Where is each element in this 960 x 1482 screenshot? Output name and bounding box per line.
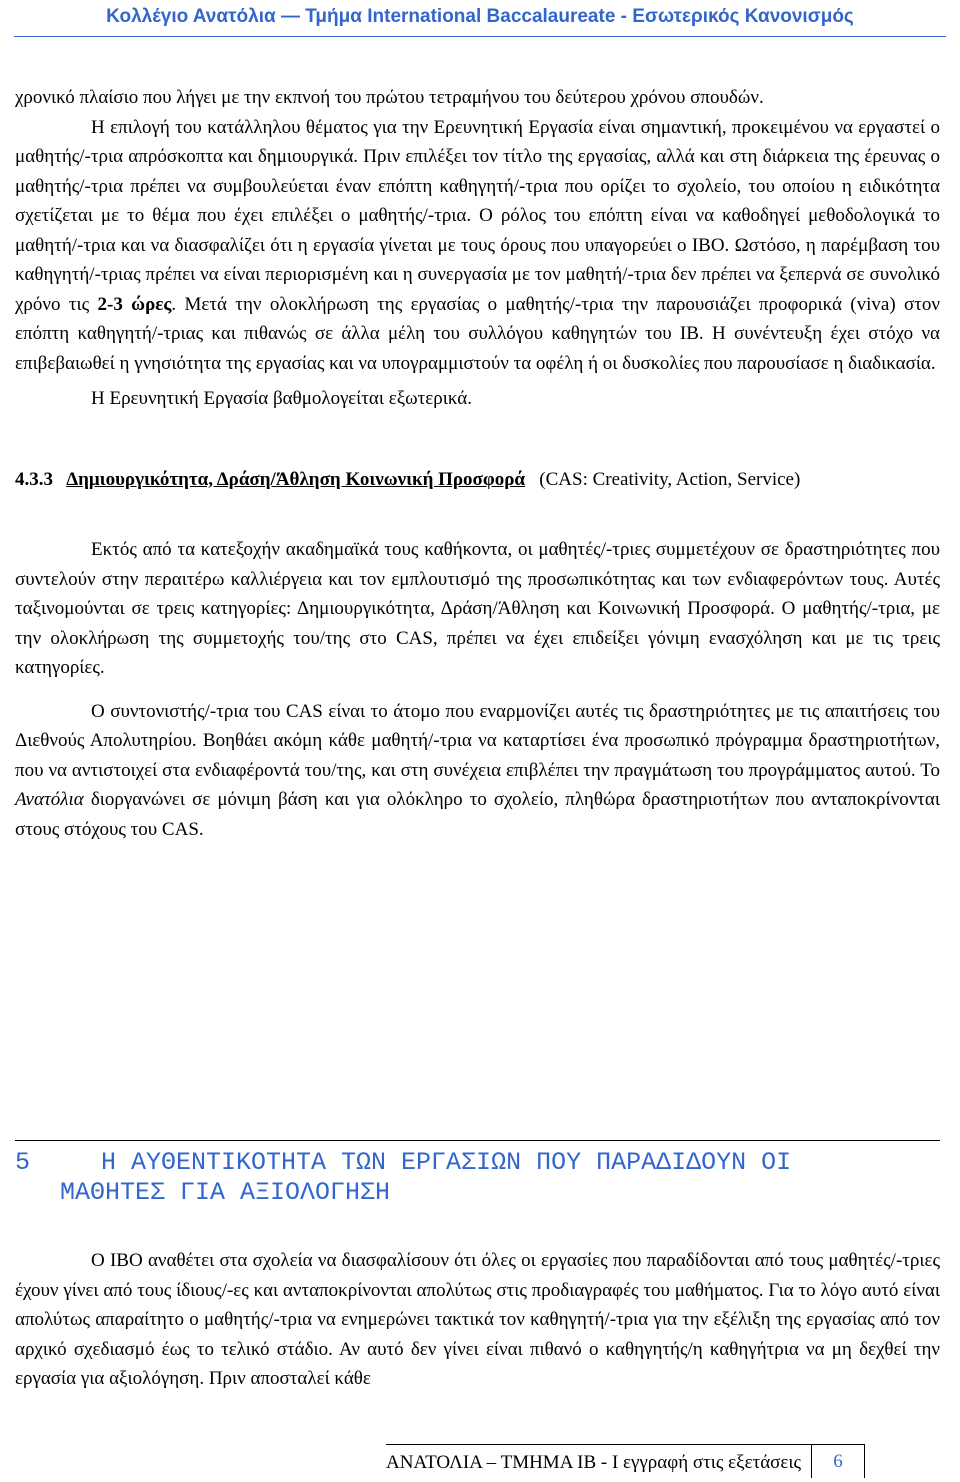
header-divider xyxy=(14,36,946,37)
paragraph-continuation: χρονικό πλαίσιο που λήγει με την εκπνοή του πρώτου τετραμήνου του δεύτερου χρόνου σπουδών. xyxy=(15,87,764,108)
cas-heading-number: 4.3.3 xyxy=(15,468,53,490)
cas-coordinator-text-b: διοργανώνει σε μόνιμη βάση και για ολόκληρο το σχολείο, πληθώρα δραστηριοτήτων που ανταποκρίνονται στους στόχους του CAS. xyxy=(15,789,940,840)
paragraph-authenticity: Ο IBO αναθέτει στα σχολεία να διασφαλίσουν ότι όλες οι εργασίες που παραδίδονται από τους μαθητές/-τριες έχουν γίνει από τους ίδιους/-ες και ανταποκρίνονται απολύτως στις προδιαγραφές του μαθήματος. Για το λόγο αυτό είναι απολύτως απαραίτητο ο μαθητής/-τρια να ενημερώνει τακτικά τον καθηγητή/-τρια για την εξέλιξη της εργασίας από τον αρχικό σχεδιασμό έως το τελικό στάδιο. Αν αυτό δεν γίνει είναι πιθανό ο καθηγητής/η καθηγήτρια να μη δεχθεί την εργασία για αξιολόγηση. Πριν αποσταλεί κάθε xyxy=(15,1250,940,1389)
cas-coordinator-text-a: Ο συντονιστής/-τρια του CAS είναι το άτομο που εναρμονίζει αυτές τις δραστηριότητες με τις απαιτήσεις του Διεθνούς Απολυτηρίου. Βοηθάει ακόμη κάθε μαθητή/-τρια να καταρτίσει ένα προσωπικό πρόγραμμα δραστηριοτήτων, που να αντιστοιχεί στα ενδιαφέροντά του/της, και στη συνέχεια επιβλέπει την πραγμάτωση του προγράμματος αυτού. Το xyxy=(15,700,940,781)
section-divider xyxy=(15,1140,940,1141)
page-number: 6 xyxy=(811,1444,865,1478)
running-header: Κολλέγιο Ανατόλια — Τμήμα International Baccalaureate - Εσωτερικός Κανονισμός xyxy=(106,6,854,27)
cas-heading-title: Δημιουργικότητα, Δράση/Άθληση Κοινωνική Προσφορά xyxy=(66,468,526,490)
extended-essay-hours: 2-3 ώρες xyxy=(97,293,172,315)
extended-essay-text-b: . Μετά την ολοκλήρωση της εργασίας ο μαθητής/-τρια την παρουσιάζει προφορικά (viva) στον επόπτη καθηγητή/-τριας και πιθανώς σε άλλα μέλη του συλλόγου καθηγητών του IB. Η συνέντευξη έχει στόχο να επιβεβαιωθεί η γνησιότητα της εργασίας και να υπογραμμιστούν τα οφέλη ή οι δυσκολίες που παρουσίασε η διαδικασία. xyxy=(15,293,940,374)
paragraph-cas-coordinator xyxy=(15,697,940,845)
cas-coordinator-school-name: Ανατόλια xyxy=(15,789,84,810)
paragraph-cas-intro: Εκτός από τα κατεξοχήν ακαδημαϊκά τους καθήκοντα, οι μαθητές/-τριες συμμετέχουν σε δραστηριότητες που συντελούν στην περαιτέρω καλλιέργεια και τον εμπλουτισμό της προσωπικότητας και των ενδιαφερόντων τους. Αυτές ταξινομούνται σε τρεις κατηγορίες: Δημιουργικότητα, Δράση/Άθληση και Κοινωνική Προσφορά. Ο μαθητής/-τρια, με την ολοκλήρωση της συμμετοχής του/της στο CAS, πρέπει να έχει επιδείξει γόνιμη ενασχόληση και με τις τρεις κατηγορίες. xyxy=(15,539,940,678)
paragraph-extended-essay xyxy=(15,113,940,379)
document-body xyxy=(15,83,940,844)
footer-text: ΑΝΑΤΟΛΙΑ – ΤΜΗΜΑ IB - Ι εγγραφή στις εξετάσεις xyxy=(386,1444,811,1478)
cas-heading-subtitle: (CAS: Creativity, Action, Service) xyxy=(539,468,801,490)
section-5-heading xyxy=(15,1148,940,1208)
cas-heading xyxy=(15,465,940,495)
section-5-heading-line-1 xyxy=(15,1148,940,1178)
paragraph-external-grading: Η Ερευνητική Εργασία βαθμολογείται εξωτερικά. xyxy=(91,388,472,409)
section-5-title-line-2: ΜΑΘΗΤΕΣ ΓΙΑ ΑΞΙΟΛΟΓΗΣΗ xyxy=(60,1178,391,1207)
section-5-body xyxy=(15,1246,940,1394)
section-5-title-line-1: Η ΑΥΘΕΝΤΙΚΟΤΗΤΑ ΤΩΝ ΕΡΓΑΣΙΩΝ ΠΟΥ ΠΑΡΑΔΙΔΟΥΝ ΟΙ xyxy=(101,1148,792,1177)
page-footer xyxy=(386,1444,865,1478)
extended-essay-text-a: Η επιλογή του κατάλληλου θέματος για την Ερευνητική Εργασία είναι σημαντική, προκειμένου να εργαστεί ο μαθητής/-τρια απρόσκοπτα και δημιουργικά. Πριν επιλέξει τον τίτλο της εργασίας, αλλά και στη διάρκεια της έρευνας ο μαθητής/-τρια πρέπει να συμβουλεύεται έναν επόπτη καθηγητή/-τρια που ορίζει το σχολείο, του οποίου η ειδικότητα σχετίζεται με το θέμα που έχει επιλέξει ο μαθητής/-τρια. Ο ρόλος του επόπτη είναι να καθοδηγεί μεθοδολογικά το μαθητή/-τρια και να διασφαλίζει ότι η εργασία γίνεται με τους όρους που υπαγορεύει ο IBO. Ωστόσο, η παρέμβαση του καθηγητή/-τριας πρέπει να είναι περιορισμένη και η συνεργασία με τον μαθητή/-τρια δεν πρέπει να ξεπερνά σε συνολικό χρόνο τις xyxy=(15,116,940,315)
section-5-number: 5 xyxy=(15,1148,31,1177)
